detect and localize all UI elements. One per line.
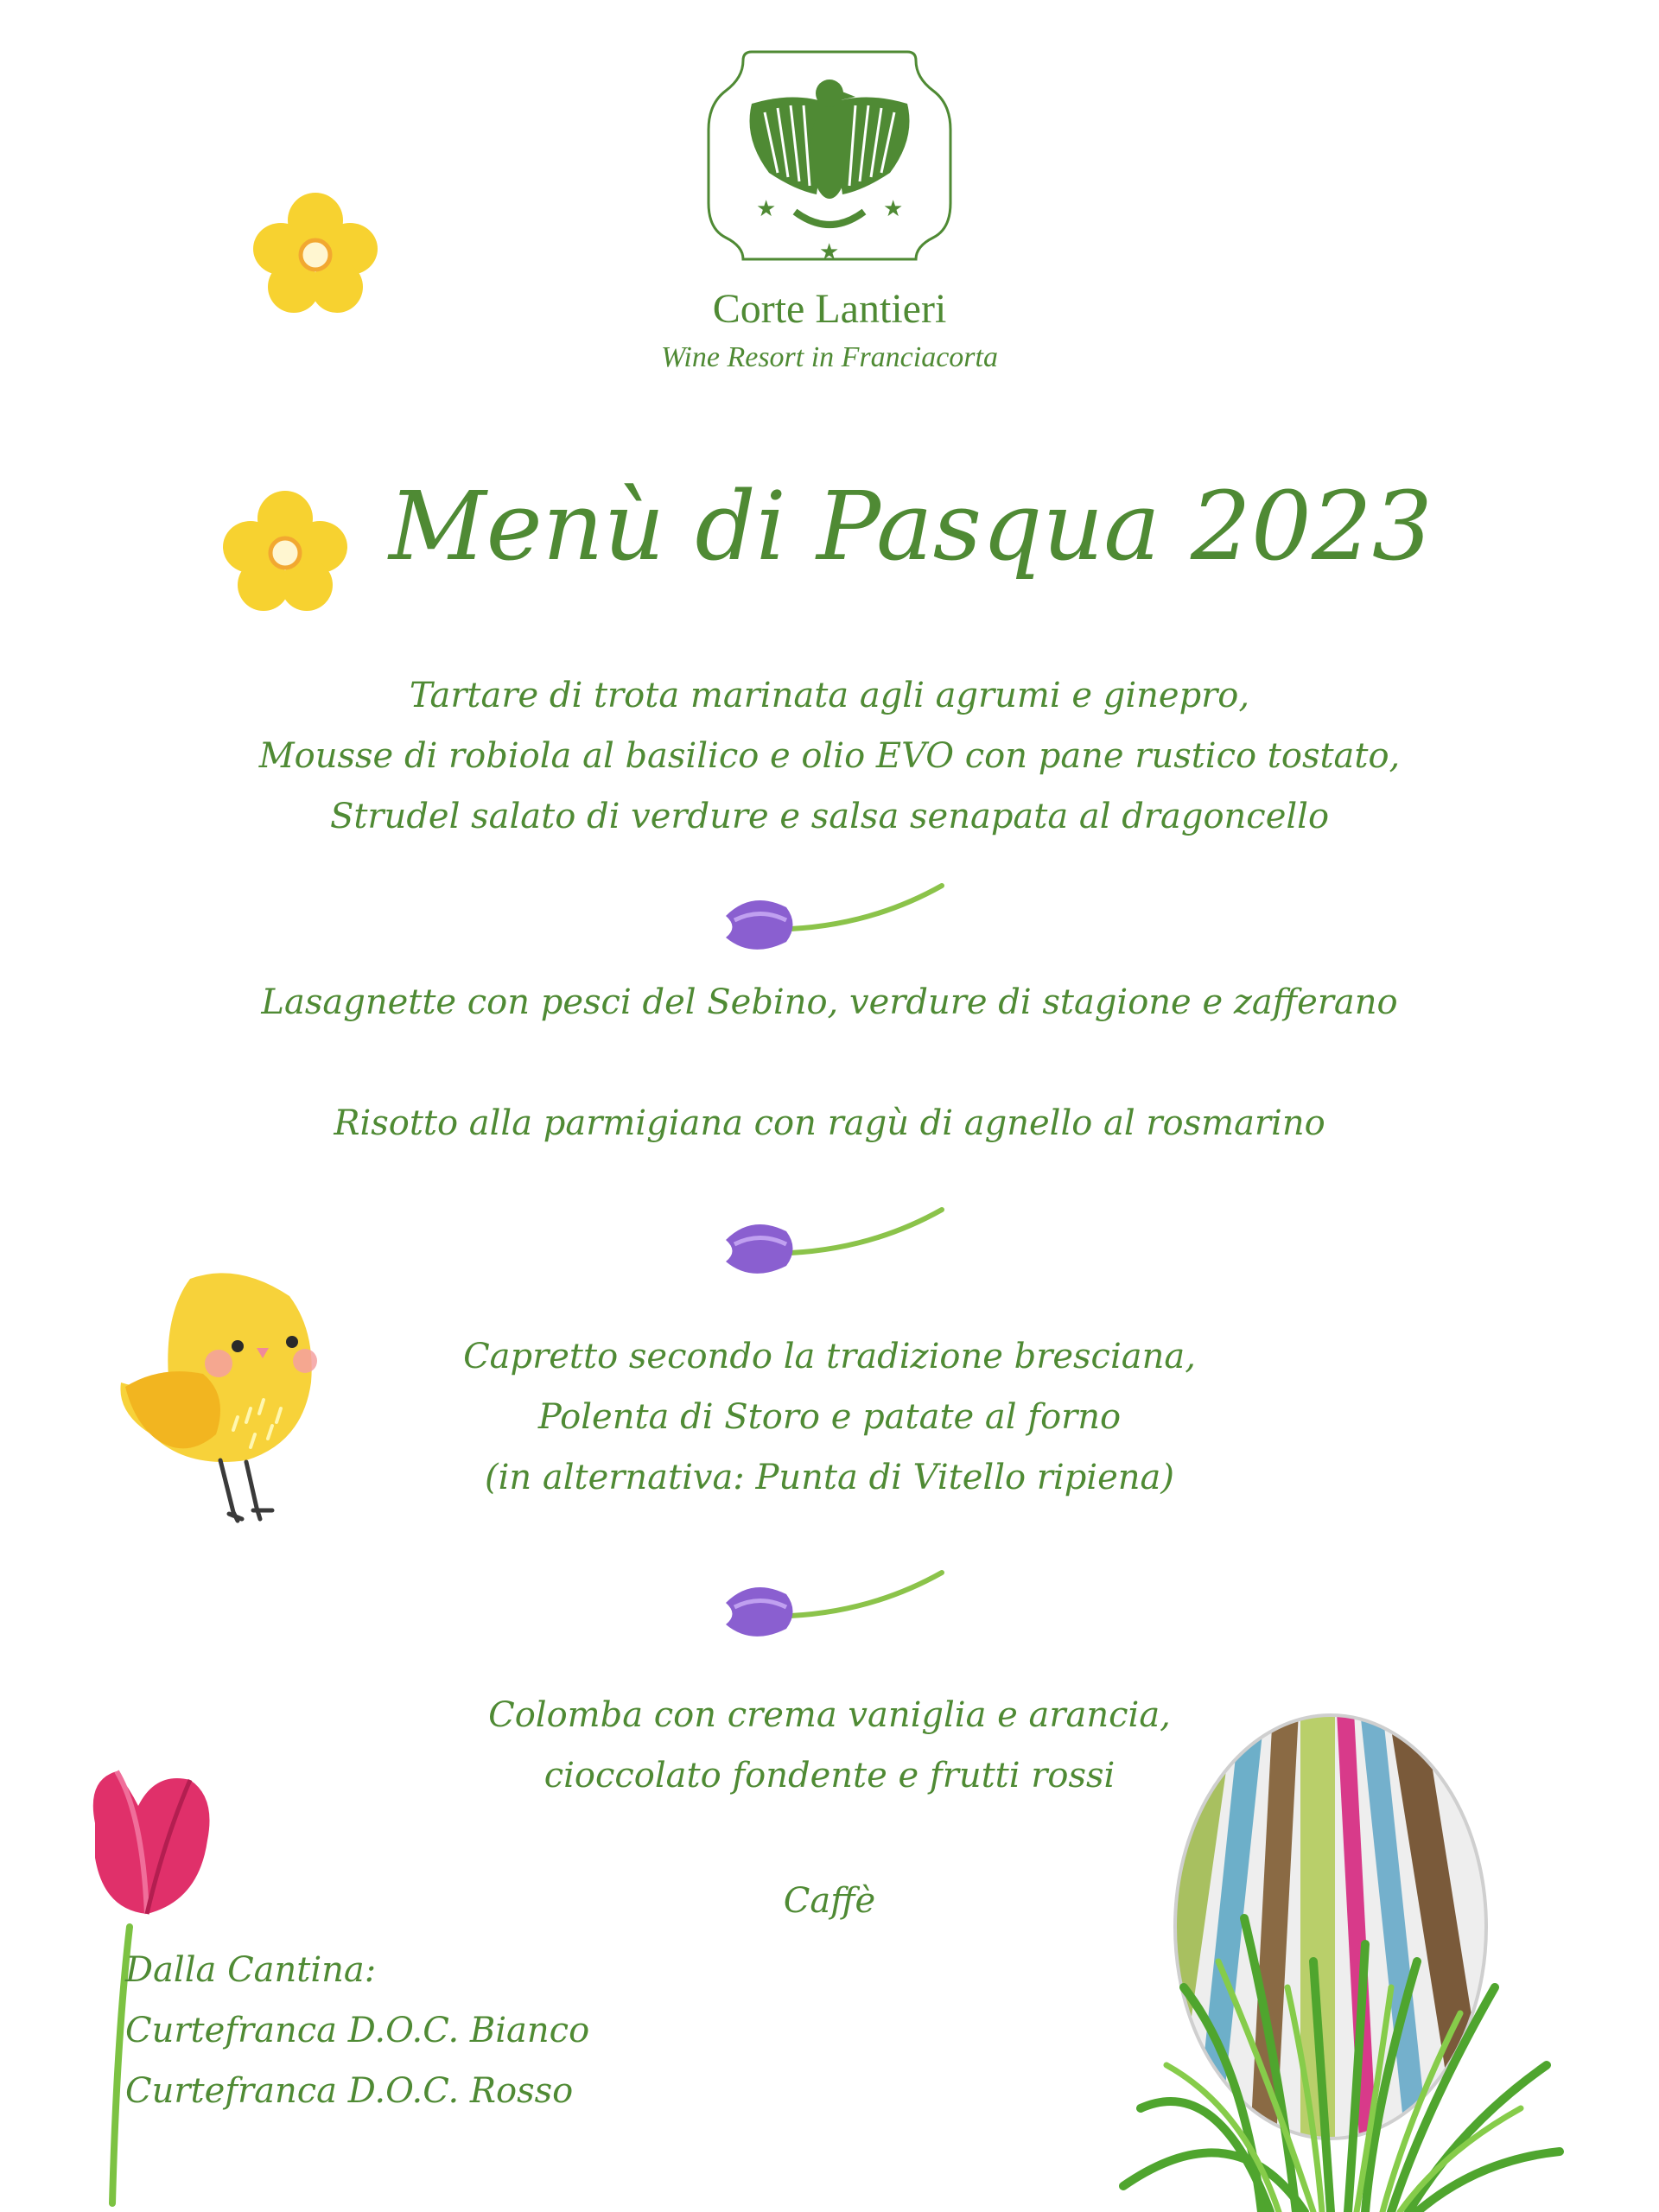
secondo-section: [0, 1326, 1659, 1508]
antipasto-line: Tartare di trota marinata agli agrumi e ginepro,: [409, 676, 1250, 715]
wine-item: Curtefranca D.O.C. Bianco: [125, 2011, 590, 2050]
primo-1: Lasagnette con pesci del Sebino, verdure di stagione e zafferano: [261, 982, 1398, 1022]
dolce-line: cioccolato fondente e frutti rossi: [543, 1756, 1116, 1796]
primo-2: Risotto alla parmigiana con ragù di agnello al rosmarino: [334, 1103, 1325, 1143]
purple-tulip-divider-icon: [717, 1564, 950, 1650]
antipasto-section: [0, 665, 1659, 847]
secondo-line: Polenta di Storo e patate al forno: [537, 1397, 1122, 1437]
svg-text:★: ★: [756, 196, 777, 222]
svg-text:★: ★: [819, 239, 840, 265]
purple-tulip-divider-icon: [717, 1201, 950, 1287]
cantina-heading: Dalla Cantina:: [125, 1950, 377, 1990]
secondo-line: (in alternativa: Punta di Vitello ripiena): [485, 1458, 1174, 1497]
eagle-crest-icon: [691, 43, 968, 272]
purple-tulip-divider-icon: [717, 877, 950, 963]
dolce-line: Colomba con crema vaniglia e arancia,: [488, 1695, 1171, 1735]
secondo-line: Capretto secondo la tradizione bresciana,: [463, 1337, 1196, 1376]
caffe: Caffè: [783, 1881, 876, 1921]
wine-item: Curtefranca D.O.C. Rosso: [125, 2071, 574, 2111]
antipasto-line: Mousse di robiola al basilico e olio EVO con pane rustico tostato,: [258, 736, 1401, 776]
yellow-flower-icon: [220, 488, 350, 613]
yellow-flower-icon: [251, 190, 380, 315]
svg-text:★: ★: [883, 196, 904, 222]
antipasto-line: Strudel salato di verdure e salsa senapata al dragoncello: [329, 797, 1330, 836]
cantina-section: [125, 1940, 589, 2121]
page-title: Menù di Pasqua 2023: [389, 471, 1433, 582]
easter-egg-icon: [1115, 1702, 1564, 2212]
brand-name: Corte Lantieri: [712, 286, 947, 332]
brand-tagline: Wine Resort in Franciacorta: [660, 341, 998, 373]
